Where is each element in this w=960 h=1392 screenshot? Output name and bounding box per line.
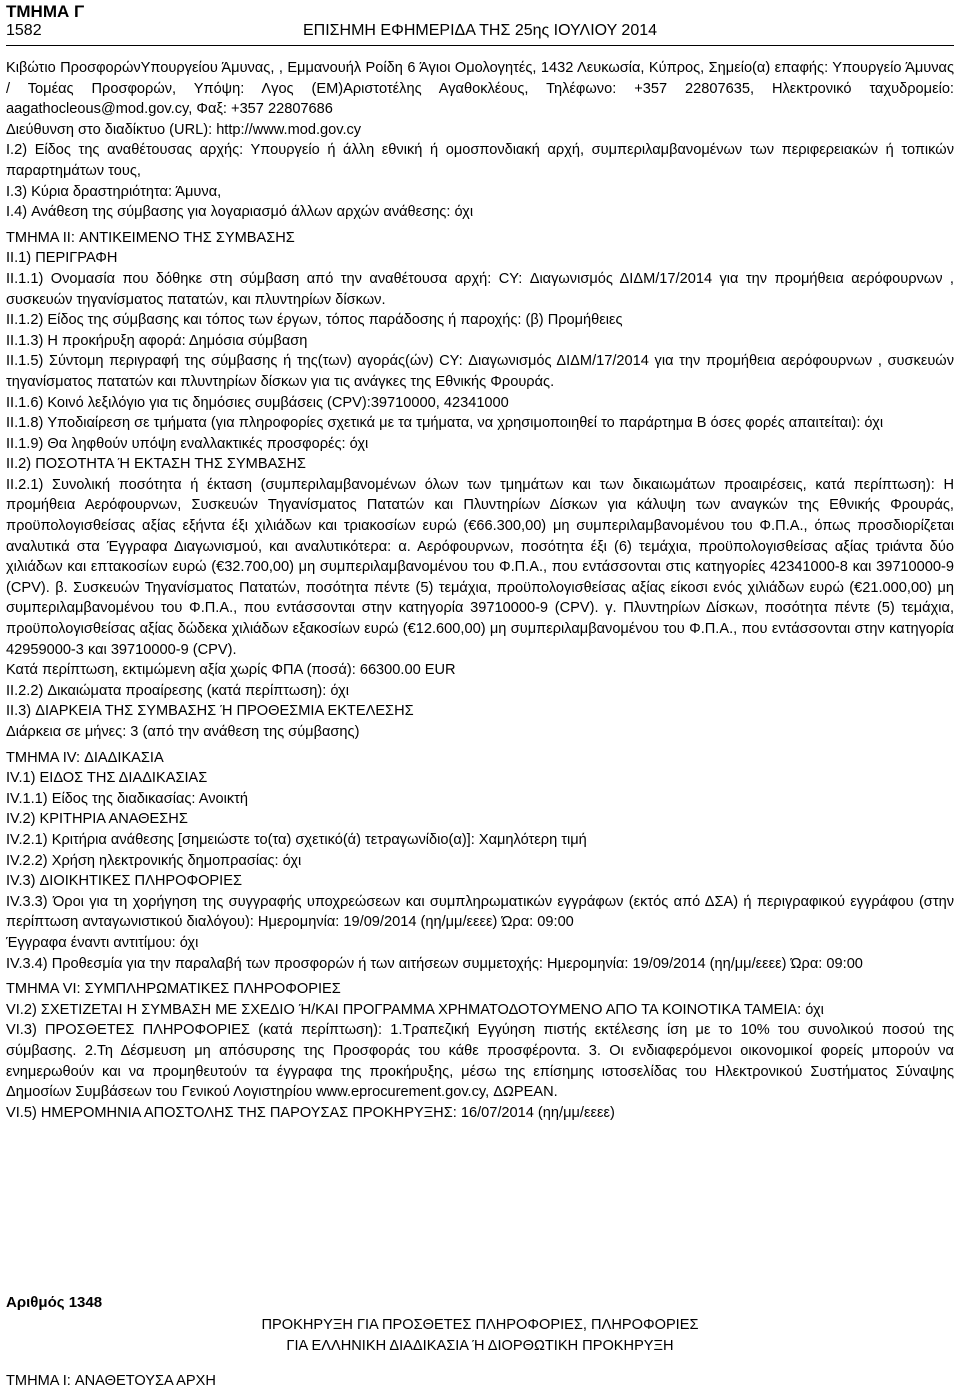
duration-heading: II.3) ΔΙΑΡΚΕΙΑ ΤΗΣ ΣΥΜΒΑΣΗΣ Ή ΠΡΟΘΕΣΜΙΑ ΕΚΤΕΛΕΣΗΣ — [6, 703, 414, 720]
documents-conditions: IV.3.3) Όροι για τη χορήγηση της συγγραφής υποχρεώσεων και συμπληρωματικών εγγράφων (εκτός από ΔΣΑ) ή περιγραφικού εγγράφου (στην περίπτωση ανταγωνιστικού διαλόγου): Ημερομηνία: 19/09/2014 (ηη/μμ/εεεε) Ώρα: 09:00 — [6, 893, 954, 931]
procedure-type-heading: IV.1) ΕΙΔΟΣ ΤΗΣ ΔΙΑΔΙΚΑΣΙΑΣ — [6, 770, 208, 787]
admin-info-heading: IV.3) ΔΙΟΙΚΗΤΙΚΕΣ ΠΛΗΡΟΦΟΡΙΕΣ — [6, 873, 242, 890]
procedure-type: IV.1.1) Είδος της διαδικασίας: Ανοικτή — [6, 790, 249, 807]
section-iv-heading: ΤΜΗΜΑ IV: ΔΙΑΔΙΚΑΣΙΑ — [6, 749, 164, 766]
contact-paragraph: Κιβώτιο ΠροσφορώνΥπουργείου Άμυνας, , Εμμανουήλ Ροίδη 6 Άγιοι Ομολογητές, 1432 Λευκωσία, Κύπρος, Σημείο(α) επαφής: Υπουργείο Άμυνας / Τομέας Προσφορών, Υπόψη: Λγος (ΕΜ)Αριστοτέλης Αγαθοκλέους, Τηλέφωνο: +357 22807635, Ηλεκτρονικό ταχυδρομείο: aagathocleous@mod.gov.cy, Φαξ: +357 22807686 — [6, 60, 954, 118]
page-header — [6, 21, 954, 43]
contract-type: II.1.2) Είδος της σύμβασης και τόπος των έργων, τόπος παράδοσης ή παροχής: (β) Προμήθειες — [6, 312, 623, 329]
next-notice-title-line2: ΓΙΑ ΕΛΛΗΝΙΚΗ ΔΙΑΔΙΚΑΣΙΑ Ή ΔΙΟΡΘΩΤΙΚΗ ΠΡΟΚΗΡΥΞΗ — [286, 1337, 674, 1354]
award-criteria-heading: IV.2) ΚΡΙΤΗΡΙΑ ΑΝΑΘΕΣΗΣ — [6, 811, 188, 828]
lots-division: II.1.8) Υποδιαίρεση σε τμήματα (για πληροφορίες σχετικά με τα τμήματα, να χρησιμοποιηθεί το παράρτημα Β όσες φορές απαιτείται): όχι — [6, 415, 884, 432]
dispatch-date: VI.5) ΗΜΕΡΟΜΗΝΙΑ ΑΠΟΣΤΟΛΗΣ ΤΗΣ ΠΑΡΟΥΣΑΣ ΠΡΟΚΗΡΥΞΗΣ: 16/07/2014 (ηη/μμ/εεεε) — [6, 1104, 615, 1121]
main-activity: I.3) Κύρια δραστηριότητα: Άμυνα, — [6, 183, 222, 200]
next-notice-title-line1: ΠΡΟΚΗΡΥΞΗ ΓΙΑ ΠΡΟΣΘΕΤΕΣ ΠΛΗΡΟΦΟΡΙΕΣ, ΠΛΗΡΟΦΟΡΙΕΣ — [261, 1317, 699, 1333]
estimated-value: Κατά περίπτωση, εκτιμώμενη αξία χωρίς ΦΠΑ (ποσά): 66300.00 EUR — [6, 662, 456, 679]
payable-documents: Έγγραφα έναντι αντιτίμου: όχι — [6, 934, 199, 951]
next-notice-section: ΤΜΗΜΑ I: ΑΝΑΘΕΤΟΥΣΑ ΑΡΧΗ — [6, 1373, 216, 1389]
electronic-auction: IV.2.2) Χρήση ηλεκτρονικής δημοπρασίας: όχι — [6, 852, 302, 869]
cpv-codes: II.1.6) Κοινό λεξιλόγιο για τις δημόσιες συμβάσεις (CPV):39710000, 42341000 — [6, 394, 509, 411]
contract-title: II.1.1) Ονομασία που δόθηκε στη σύμβαση από την αναθέτουσα αρχή: CY: Διαγωνισμός ΔΙΔΜ/17/2014 για την προμήθεια αερόφουρνων , συσκευών τηγανίσματος πατατών, και πλυντηρίων δίσκων. — [6, 270, 954, 308]
section-ii-heading: ΤΜΗΜΑ II: ΑΝΤΙΚΕΙΜΕΝΟ ΤΗΣ ΣΥΜΒΑΣΗΣ — [6, 229, 295, 246]
page-number: 1582 — [6, 22, 42, 39]
eu-funds: VI.2) ΣΧΕΤΙΖΕΤΑΙ Η ΣΥΜΒΑΣΗ ΜΕ ΣΧΕΔΙΟ Ή/ΚΑΙ ΠΡΟΓΡΑΜΜΑ ΧΡΗΜΑΤΟΔΟΤΟΥΜΕΝΟ ΑΠΟ ΤΑ ΚΟΙΝΟΤΙΚΑ ΤΑΜΕΙΑ: όχι — [6, 1001, 824, 1018]
section-vi-heading: ΤΜΗΜΑ VI: ΣΥΜΠΛΗΡΩΜΑΤΙΚΕΣ ΠΛΗΡΟΦΟΡΙΕΣ — [6, 981, 341, 998]
section-letter: ΤΜΗΜΑ Γ — [6, 2, 85, 21]
authority-type: I.2) Είδος της αναθέτουσας αρχής: Υπουργείο ή άλλη εθνική ή ομοσπονδιακή αρχή, συμπεριλαμβανομένων των περιφερειακών ή τοπικών παραρτημάτων τους, — [6, 142, 954, 179]
notice-involves: II.1.3) Η προκήρυξη αφορά: Δημόσια σύμβαση — [6, 332, 308, 349]
short-description: II.1.5) Σύντομη περιγραφή της σύμβασης ή της(των) αγοράς(ών) CY: Διαγωνισμός ΔΙΔΜ/17/2014 για την προμήθεια αερόφουρνων , συσκευών τηγανίσματος πατατών και πλυντηρίων δίσκων για τις ανάγκες της Εθνικής Φρουράς. — [6, 353, 954, 390]
description-heading: II.1) ΠΕΡΙΓΡΑΦΗ — [6, 250, 118, 267]
award-on-behalf: I.4) Ανάθεση της σύμβασης για λογαριασμό άλλων αρχών ανάθεσης: όχι — [6, 204, 474, 221]
url-line: Διεύθυνση στο διαδίκτυο (URL): http://www.mod.gov.cy — [6, 121, 362, 138]
next-notice-title — [6, 1315, 954, 1356]
gazette-title: ΕΠΙΣΗΜΗ ΕΦΗΜΕΡΙΔΑ ΤΗΣ 25ης ΙΟΥΛΙΟΥ 2014 — [302, 22, 658, 39]
header-divider — [6, 45, 954, 46]
quantity-heading: II.2) ΠΟΣΟΤΗΤΑ Ή ΕΚΤΑΣΗ ΤΗΣ ΣΥΜΒΑΣΗΣ — [6, 456, 306, 473]
total-quantity: II.2.1) Συνολική ποσότητα ή έκταση (συμπεριλαμβανομένων όλων των τμημάτων και των δικαιωμάτων προαιρέσεις, κατά περίπτωση): Η προμήθεια Αερόφουρνων, Συσκευών Τηγανίσματος Πατατών και Πλυντηρίων Δίσκων για κάλυψη των αναγκών της Εθνικής Φρουράς, προϋπολογισθείσας αξίας εξήντα έξι χιλιάδων και τριακοσίων ευρώ (€66.300,00) μη συμπεριλαμβανομένου του Φ.Π.Α., όπως προσδιορίζεται αναλυτικά στα Έγγραφα Διαγωνισμού, και αναλυτικότερα: α. Αερόφουρνων, ποσότητα έξι (6) τεμάχια, προϋπολογισθείσας αξίας τριάντα δύο χιλιάδων και επτακοσίων ευρώ (€32.700,00) μη συμπεριλαμβανομένου του Φ.Π.Α., που εντάσσονται στις κατηγορίες 42341000-8 και 39710000-9 (CPV). β. Συσκευών Τηγανίσματος Πατατών, ποσότητα πέντε (5) τεμάχια, προϋπολογισθείσας αξίας είκοσι ενός χιλιάδων ευρώ (€21.000,00) μη συμπεριλαμβανομένου του Φ.Π.Α., που εντάσσονται στην κατηγορία 39710000-9 (CPV). γ. Πλυντηρίων Δίσκων, ποσότητα πέντε (5) τεμάχια, προϋπολογισθείσας αξίας δώδεκα χιλιάδων εξακοσίων ευρώ (€12.600,00) μη συμπεριλαμβανομένου του Φ.Π.Α., που εντάσσονται στην κατηγορία 42959000-3 και 39710000-9 (CPV). — [6, 476, 954, 658]
additional-info: VI.3) ΠΡΟΣΘΕΤΕΣ ΠΛΗΡΟΦΟΡΙΕΣ (κατά περίπτωση): 1.Τραπεζική Εγγύηση πιστής εκτέλεσης ίση με το 10% του συνολικού ποσού της σύμβασης. 2.Τη Δέσμευση μη απόσυρσης της Προσφοράς του κάθε προσφέροντα. 3. Οι ενδιαφερόμενοι οικονομικοί φορείς μπορούν να ενημερωθούν και να προμηθευτούν τα έγγραφα της προκήρυξης, μέσω της επίσημης ιστοσελίδας του Ηλεκτρονικού Συστήματος Σύναψης Δημοσίων Συμβάσεων του Γενικού Λογιστηρίου www.eprocurement.gov.cy, ΔΩΡΕΑΝ. — [6, 1022, 954, 1101]
notice-body — [6, 58, 954, 1123]
receipt-deadline: IV.3.4) Προθεσμία για την παραλαβή των προσφορών ή των αιτήσεων συμμετοχής: Ημερομηνία: 19/09/2014 (ηη/μμ/εεεε) Ώρα: 09:00 — [6, 955, 863, 972]
duration: Διάρκεια σε μήνες: 3 (από την ανάθεση της σύμβασης) — [6, 724, 360, 740]
options: II.2.2) Δικαιώματα προαίρεσης (κατά περίπτωση): όχι — [6, 682, 349, 699]
notice-number: Αριθμός 1348 — [6, 1294, 103, 1311]
award-criteria: IV.2.1) Κριτήρια ανάθεσης [σημειώστε το(τα) σχετικό(ά) τετραγωνίδιο(α)]: Χαμηλότερη τιμή — [6, 831, 587, 848]
variants: II.1.9) Θα ληφθούν υπόψη εναλλακτικές προσφορές: όχι — [6, 435, 369, 452]
